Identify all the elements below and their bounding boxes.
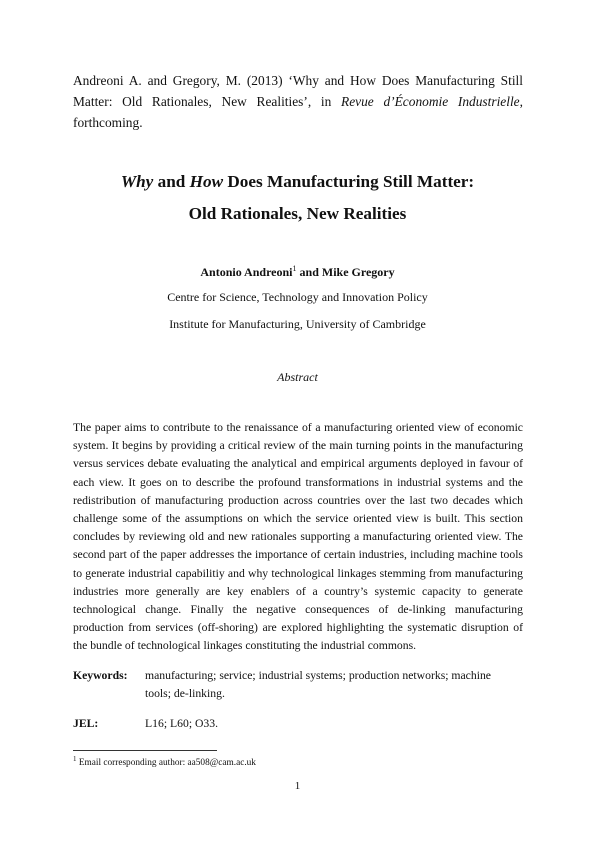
affiliation-1: Centre for Science, Technology and Innovation Policy [167, 290, 428, 304]
abstract-body: The paper aims to contribute to the renaissance of a manufacturing oriented view of economic system. It begins by providing a critical review of the main turning points in the manufacturing versus services debate evaluating the analytical and empirical arguments deployed in favour of each view. It goes on to describe the profound transformations in industrial systems and the redistribution of manufacturing production across countries over the last two decades which challenge some of the assumptions on which the service oriented view is built. This section concludes by reviewing old and new rationales supporting a manufacturing oriented view. The second part of the paper addresses the importance of certain industries, including machine tools to generate industrial capabilitiy and why technological linkages stemming from manufacturing industries more generally are key enablers of a country’s systemic capacity to generate technological change. Finally the negative consequences of de-linking manufacturing production from services (off-shoring) are explored highlighting the systematic disruption of the bundle of technological linkages constituting the industrial commons. [73, 421, 523, 653]
title-why: Why [120, 172, 154, 191]
title-how: How [189, 172, 224, 191]
citation-status: , forthcoming. [73, 94, 523, 130]
footnote-divider [73, 750, 217, 751]
keywords-label: Keywords: [73, 669, 128, 682]
title-and: and [153, 172, 190, 191]
citation [73, 70, 523, 133]
author-footnote-mark: 1 [292, 264, 297, 273]
paper-title-line-2: Old Rationales, New Realities [188, 204, 407, 223]
author-rest: and Mike Gregory [296, 265, 395, 279]
affiliation-2: Institute for Manufacturing, University of Cambridge [169, 317, 426, 331]
author-first: Antonio Andreoni [200, 265, 293, 279]
page-number: 1 [294, 780, 301, 792]
footnote [73, 755, 256, 768]
footnote-text: Email corresponding author: aa508@cam.ac.uk [76, 758, 256, 769]
jel-text: L16; L60; O33. [145, 717, 219, 730]
footnote-mark: 1 [73, 755, 77, 763]
paper-title-line-1 [0, 172, 595, 192]
citation-journal: Revue d’Économie Industrielle [341, 94, 520, 109]
citation-authors: Andreoni A. and Gregory, M. (2013) [73, 73, 289, 88]
keywords-text: manufacturing; service; industrial systems; production networks; machine tools; de-linking. [145, 669, 491, 700]
abstract-heading: Abstract [277, 370, 318, 384]
title-rest: Does Manufacturing Still Matter: [223, 172, 475, 191]
jel-label: JEL: [73, 717, 99, 730]
authors [0, 264, 595, 280]
citation-chapter: ‘Why and How Does Manufacturing Still Matter: Old Rationales, New Realities’, in [73, 73, 523, 109]
